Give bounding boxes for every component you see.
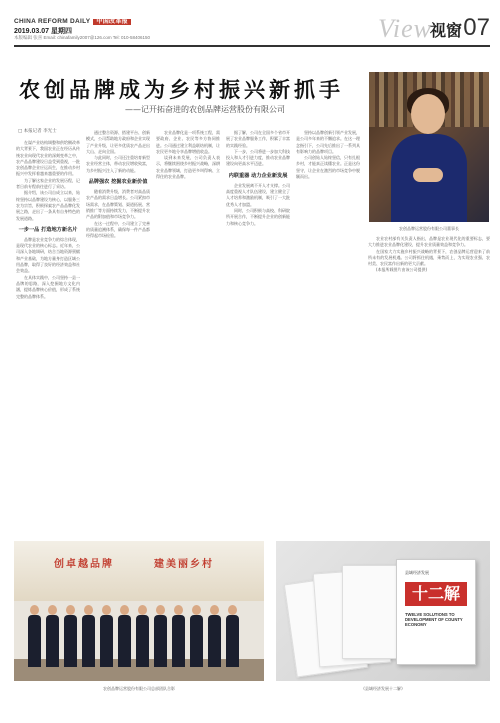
book-cover [396, 559, 476, 665]
issue-date: 2019.03.07 星期四 [14, 28, 72, 35]
team-member [172, 605, 185, 667]
book-photo [276, 541, 490, 681]
wall-slogan-left: 创卓越品牌 [54, 559, 114, 570]
paragraph: 据了解，公司在全国多个省市开展了农业品牌服务工作，积累了丰富的实践经验。 [226, 130, 290, 148]
paragraph: 在谋产业结构调整和供给侧改革的大背景下，我国农业正在经历从传统农业向现代农业的深刻变革之中，农产品品牌建设日益受到重视，一批农创品牌企业应运而生，在推动乡村振兴中发挥着越来越重要的作用。 [16, 140, 80, 177]
team-member [190, 605, 203, 667]
photo-wall [14, 541, 264, 601]
team-member [226, 605, 239, 667]
subheading: 内联重器 动力企业新发展 [228, 172, 288, 179]
section-title: 视窗 [429, 21, 462, 40]
paragraph: 与此同时，公司还注重培育新型农业经营主体，带动农民增收致富，为乡村振兴注入了新的动能。 [86, 155, 150, 173]
book-cover-title: 十二解 [405, 582, 467, 606]
subheading: 一步一品 打造地方新名片 [18, 226, 78, 233]
team-member [46, 605, 59, 667]
paragraph: 企业发展离不开人才支撑。公司高度重视人才队伍建设，建立健全了人才培养和激励机制，吸引了一大批优秀人才加盟。 [226, 182, 290, 207]
article-column-6 [368, 236, 490, 536]
team-member [118, 605, 131, 667]
portrait-hands [413, 168, 443, 182]
paragraph: 随着消费升级，消费者对高品质农产品的需求日益增长。公司紧扣市场需求，在品牌策划、渠道拓展、营销推广等方面持续发力，不断提升农产品的附加值和市场竞争力。 [86, 189, 150, 220]
article-column-3 [156, 130, 220, 535]
paragraph: 农业农村部有关负责人指出，品牌是农业现代化的重要标志，要大力推进农业品牌化建设，提升农业质量效益和竞争力。 [368, 236, 490, 248]
team-member [82, 605, 95, 667]
paragraph: 同时，公司积极与高校、科研院所开展合作，不断提升企业的创新能力和核心竞争力。 [226, 207, 290, 226]
article-byline: □ 本报记者 李光士 [18, 129, 57, 134]
editor-contact: 本版编辑 张喜 Email: chinafamily2007@126.com Tel: 010-58406150 [14, 35, 151, 40]
paragraph: 下一步，公司将进一步加大科技投入和人才引进力度，推动农业品牌建设向更高水平迈进。 [226, 148, 290, 167]
brand-en: CHINA REFORM DAILY [14, 18, 91, 25]
team-member [136, 605, 149, 667]
team-member [208, 605, 221, 667]
article-column-5 [296, 130, 360, 535]
book-cover-english: TWELVE SOLUTIONS TO DEVELOPMENT OF COUNTY ECONOMY [405, 612, 463, 627]
chairwoman-portrait [369, 72, 489, 222]
team-photo-caption: 农创品牌运营股份有限公司总部团队合影 [103, 686, 175, 691]
team-member [64, 605, 77, 667]
article-title: 农创品牌成为乡村振兴新抓手 [19, 77, 344, 102]
section-view-word: View [377, 14, 432, 43]
article-column-4 [226, 130, 290, 535]
article-subtitle: ——记开拓奋进的农创品牌运营股份有限公司 [125, 105, 285, 114]
article-column-2 [86, 130, 150, 535]
brand-cn: 中国改革报 [93, 19, 131, 25]
photo-credit: (本报所载图片由该公司提供) [376, 267, 428, 273]
book-cover-top: 县域经济发展 [405, 570, 429, 575]
newspaper-brand [14, 16, 131, 25]
page-number: 07 [463, 14, 490, 41]
book-photo-caption: 《县域经济发展十二解》 [361, 686, 405, 691]
paragraph: 坚持以品牌创新引领产业发展，是公司多年来的不懈追求。在这一理念指引下，公司先后推出了一系列具有影响力的品牌项目。 [296, 130, 360, 154]
paragraph: 谈到未来发展，公司负责人表示，将继续围绕乡村振兴战略，深耕农业品牌领域，打造更多叫得响、立得住的农业品牌。 [156, 155, 220, 180]
team-photo [14, 541, 264, 681]
team-member [154, 605, 167, 667]
subheading: 品牌强农 挖掘农业新价值 [88, 179, 148, 186]
header-rule [14, 45, 490, 47]
paragraph: 通过整合资源、搭建平台、创新模式，公司帮助地方政府和企业实现了产业升级，让更多优质农产品走出大山、走向全国。 [86, 130, 150, 154]
portrait-caption: 农创品牌运营股份有限公司董事长 [399, 226, 459, 231]
team-member [28, 605, 41, 667]
page-header [14, 14, 490, 42]
team-member [100, 605, 113, 667]
paragraph: 在这一过程中，公司建立了完善的质量追溯体系，确保每一件产品都经得起市场检验。 [86, 220, 150, 239]
wall-slogan-right: 建美丽乡村 [154, 559, 214, 570]
paragraph: 农业品牌化是一项系统工程，需要政府、企业、农民等多方协同推进。公司通过建立利益联结机制，让农民更多地分享品牌增值收益。 [156, 130, 220, 154]
paragraph: 据介绍，该公司自成立以来，始终坚持以品牌建设为核心，以服务三农为宗旨，积极探索农产品品牌化发展之路，走出了一条具有自身特色的发展道路。 [16, 190, 80, 221]
paragraph: 品牌是农业竞争力的综合体现，是现代农业的核心标志。近年来，公司深入各地调研，结合当地资源禀赋和产业基础，为地方量身打造区域公用品牌，取得了良好的经济效益和社会效益。 [16, 236, 80, 274]
paragraph: 公司创始人始终坚信，只有扎根乡村，才能真正读懂农业。正是这份坚守，让企业在激烈的市场竞争中脱颖而出。 [296, 155, 360, 180]
paragraph: 在国家大力实施乡村振兴战略的背景下，农创品牌运营迎来了前所未有的发展机遇。公司将抓住机遇，乘势而上，为实现农业强、农村美、农民富作出新的更大贡献。 [368, 248, 490, 267]
paragraph: 在具体实践中，公司坚持一县一品牌的思路，深入挖掘地方文化内涵，提炼品牌核心价值，形成了系统完整的品牌体系。 [16, 274, 80, 299]
article-column-1 [16, 140, 80, 535]
portrait-face [411, 94, 445, 134]
paragraph: 为了解这家企业的发展历程，记者日前专程前往进行了采访。 [16, 177, 80, 190]
